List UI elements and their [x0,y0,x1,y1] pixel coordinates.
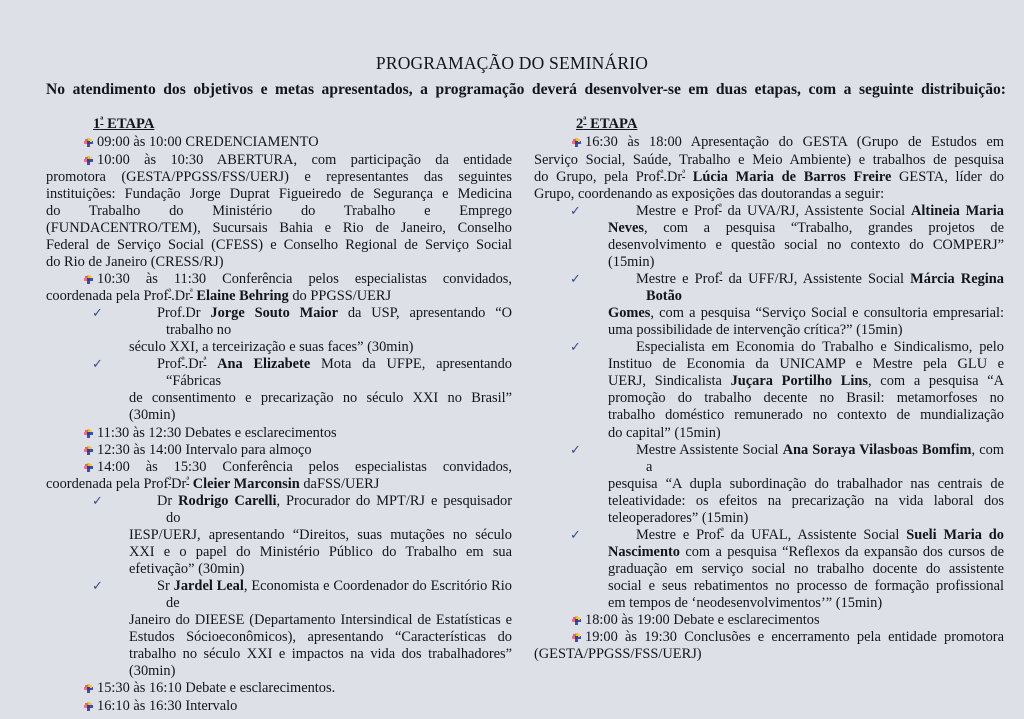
speaker-text: Janeiro do DIEESE (Departamento Intersindical de Estatísticas e [129,612,512,629]
schedule-item [46,459,512,493]
column-etapa-1 [46,116,512,715]
multicolor-cross-bullet-icon [572,138,581,147]
schedule-item [534,612,1004,629]
speaker-text: Mestre e Prof [636,270,720,287]
multicolor-cross-bullet-icon [84,446,93,455]
multicolor-cross-bullet-icon [84,156,93,165]
speaker-text: , Procurador do MPT/RJ e pesquisador do [166,492,513,526]
speaker-text: Mota da UFPE, apresentando “Fábricas [166,356,512,390]
speaker-text: Instituo de Economia da UNICAMP e Mestre pela GLU e [608,356,1004,373]
speaker-text: Sr [157,578,174,595]
speaker-text: Mestre e Prof [636,202,719,219]
schedule-item-text: do Rio de Janeiro (CRESS/RJ) [46,253,224,270]
speaker-text: (30min) [129,663,176,680]
speaker-text: , com a pesquisa “A [867,373,1004,390]
speaker-text: da UVA/RJ, Assistente Social [721,202,912,219]
schedule-item-text: (GESTA/PPGSS/FSS/UERJ) [534,646,702,663]
column-etapa-2 [534,116,1004,664]
person-name: Neves [608,219,644,236]
ordinal-sup: ª [203,355,207,367]
ordinal-sup: ª [660,168,664,180]
speaker-text: IESP/UERJ, apresentando “Direitos, suas mutações no século [129,526,512,543]
speaker-text: teleoperadores” (15min) [608,509,749,526]
heading-etapa-1-text: 1 [93,115,101,132]
checkmark-bullet-icon: ✓ [92,356,103,372]
schedule-item-text: 15:30 às 16:10 Debate e esclarecimentos. [97,680,336,697]
schedule-item-text: 10:00 às 10:30 ABERTURA, [97,151,298,168]
ordinal-sup: ª [719,270,723,282]
speaker-text: graduação em serviço social no trabalho docente do assistente [608,561,1004,577]
person-name: Rodrigo Carelli [178,492,277,509]
ordinal-sup: ª [682,168,686,180]
document-subtitle: No atendimento dos objetivos e metas apresentados, a programação deverá desenvolver-se em duas etapas, com a seguinte distribuição: [46,81,1006,99]
schedule-item-text: 16:10 às 16:30 Intervalo [97,697,238,714]
speaker-text: Dr [157,492,179,509]
speaker-text: pesquisa “A dupla subordinação do trabalhador nas centrais de [608,475,1004,492]
schedule-item [46,698,512,715]
person-name: Altineia Maria [911,202,1004,219]
schedule-item-text: daFSS/UERJ [299,475,380,492]
schedule-item-text: instituições: Fundação Jorge Duprat Figueiredo de Segurança e Medicina [46,185,512,202]
speaker-text: Especialista em Economia do Trabalho e Sindicalismo, pelo [636,339,1004,356]
heading-etapa-2-text: 2 [576,115,584,132]
speaker-text: da UFF/RJ, Assistente Social [722,270,911,287]
speaker-item [534,339,1004,441]
speaker-item [46,578,512,680]
page-title: PROGRAMAÇÃO DO SEMINÁRIO [375,53,649,73]
person-name: Jorge Souto Maior [210,305,338,322]
ordinal-sup: ª [583,115,587,127]
multicolor-cross-bullet-icon [84,463,93,472]
ordinal-sup: ª [168,287,172,299]
schedule-item-text: Grupo, coordenando as exposições das doutorandas a seguir: [534,185,885,202]
speaker-text: trabalho doméstico remunerado no contexto de mundialização [608,407,1004,424]
schedule-item [534,134,1004,202]
multicolor-cross-bullet-icon [84,138,93,147]
multicolor-cross-bullet-icon [572,616,581,625]
speaker-text: da USP, apresentando “O trabalho no [166,305,512,339]
schedule-item-text: 10:30 às 11:30 Conferência pelos especialistas convidados, [97,270,512,287]
schedule-item-text: 11:30 às 12:30 Debates e esclarecimentos [97,424,337,441]
schedule-item-text: com participação da entidade [311,151,512,168]
schedule-item-text: 14:00 às 15:30 Conferência pelos especialistas convidados, [97,458,512,475]
person-name: Jardel Leal [173,578,244,595]
speaker-item [534,527,1004,612]
ordinal-sup: ª [100,115,104,127]
person-name: Elaine Behring [196,288,289,304]
schedule-item [46,134,512,151]
schedule-item-text: 18:00 às 19:00 Debate e esclarecimentos [585,612,820,629]
heading-etapa-1-rest: ETAPA [103,115,155,132]
heading-etapa-2 [534,116,1004,134]
speaker-text: uma possibilidade de intervenção crítica?” (15min) [608,322,903,339]
speaker-text: do capital” (15min) [608,424,721,441]
speaker-text: Mestre e Prof [636,526,721,543]
speaker-text: teleatividade: os efeitos na precarização na vida laboral dos [608,492,1004,509]
schedule-item-text: do PPGSS/UERJ [288,288,392,304]
speaker-text: com a pesquisa “Reflexos da expansão dos cursos de [679,543,1004,560]
schedule-item-text: 16:30 às 18:00 Apresentação do GESTA (Grupo de Estudos em [585,134,1004,151]
schedule-item-text: coordenada pela Prof [46,288,169,304]
two-column-body [0,100,1024,715]
schedule-item-text: (FUNDACENTRO/TEM), Sucursais Bahia e Rio de Janeiro, Conselho [46,219,512,236]
person-name: Márcia Regina Botão [646,270,1004,304]
schedule-item [46,442,512,459]
speaker-item [534,442,1004,527]
person-name: Lúcia Maria de Barros Freire [692,168,892,185]
checkmark-bullet-icon: ✓ [92,578,103,594]
schedule-item [534,629,1004,663]
schedule-item [46,152,512,271]
schedule-item-text: 09:00 às 10:00 CREDENCIAMENTO [97,134,319,151]
schedule-item-text: .Dr [663,168,683,185]
speaker-text: Mestre Assistente Social [636,441,783,458]
person-name: Cleier Marconsin [192,475,300,492]
multicolor-cross-bullet-icon [84,429,93,438]
checkmark-bullet-icon: ✓ [92,492,103,508]
ordinal-sup: ª [181,355,185,367]
schedule-item [46,425,512,442]
schedule-item-text: coordenada pela Prof [46,475,169,492]
person-name: Nascimento [608,543,680,560]
schedule-item-text: Dr [171,475,187,492]
schedule-item-text: do Grupo, pela Prof [534,168,661,185]
speaker-item [46,356,512,424]
speaker-text: Prof [157,356,182,373]
ordinal-sup: ª [186,475,190,487]
heading-etapa-2-rest: ETAPA [586,115,638,132]
checkmark-bullet-icon: ✓ [570,270,581,286]
multicolor-cross-bullet-icon [84,702,93,711]
ordinal-sup: ª [189,287,193,299]
speaker-text: efetivação” (30min) [129,561,245,577]
speaker-item [534,203,1004,271]
speaker-text: (30min) [129,407,176,424]
ordinal-sup: ª [720,526,724,538]
speaker-text: , com a pesquisa “Trabalho, grandes projetos de [643,219,1004,236]
checkmark-bullet-icon: ✓ [570,441,581,457]
checkmark-bullet-icon: ✓ [570,526,581,542]
schedule-item-text: promotora (GESTA/PPGSS/FSS/UERJ) e representantes das seguintes [46,168,512,185]
speaker-item [534,271,1004,339]
speaker-item [46,305,512,356]
multicolor-cross-bullet-icon [84,275,93,284]
speaker-item [46,493,512,578]
speaker-text: .Dr [184,356,204,373]
schedule-item [46,680,512,697]
speaker-text: UERJ, Sindicalista [608,373,731,390]
speaker-text: , com a pesquisa “Serviço Social e consultoria empresarial: [650,305,1004,322]
person-name: Sueli Maria do [906,526,1004,543]
multicolor-cross-bullet-icon [84,684,93,693]
speaker-text: em tempos de ‘neodesenvolvimentos’” (15min) [608,595,883,612]
speaker-text: XXI e o papel do Ministério Público do Trabalho em sua [129,543,512,560]
speaker-text: século XXI, a terceirização e suas faces” (30min) [129,339,414,356]
speaker-text: , com a [646,441,1004,475]
speaker-text: promoção do trabalho decente no Brasil: metamorfoses no [608,390,1004,407]
person-name: Juçara Portilho Lins [730,373,868,390]
checkmark-bullet-icon: ✓ [92,305,103,321]
multicolor-cross-bullet-icon [572,633,581,642]
speaker-text: (15min) [608,253,655,270]
schedule-item-text: 19:00 às 19:30 Conclusões e encerramento pela entidade promotora [585,629,1004,646]
schedule-item-text: GESTA, líder do [891,168,1004,185]
ordinal-sup: ª [718,202,722,214]
schedule-item [46,271,512,305]
schedule-item-text: 12:30 às 14:00 Intervalo para almoço [97,441,312,458]
checkmark-bullet-icon: ✓ [570,202,581,218]
speaker-text: da UFAL, Assistente Social [723,526,907,543]
schedule-item-text: .Dr [171,288,190,304]
heading-etapa-1 [46,116,512,134]
speaker-text: trabalho no século XXI e impactos na vida dos trabalhadores” [129,646,512,663]
schedule-item-text: Federal de Serviço Social (CFESS) e Conselho Regional de Serviço Social [46,236,512,253]
person-name: Ana Soraya Vilasboas Bomfim [782,441,972,458]
speaker-text: de consentimento e precarização no século XXI no Brasil” [129,390,512,407]
speaker-text: , Economista e Coordenador do Escritório Rio de [166,578,512,612]
ordinal-sup: ª [168,475,172,487]
speaker-text: Prof.Dr [157,305,211,322]
speaker-text: social e seus rebatimentos no processo de formação profissional [608,578,1004,595]
person-name: Gomes [608,305,651,322]
person-name: Ana Elizabete [217,356,311,373]
checkmark-bullet-icon: ✓ [570,339,581,355]
schedule-item-text: do Trabalho do Ministério do Trabalho e Emprego [46,202,512,219]
speaker-text: Estudos Sócioeconômicos), apresentando “Características do [129,629,512,646]
schedule-item-text: Serviço Social, Saúde, Trabalho e Meio Ambiente) e trabalhos de pesquisa [534,151,1004,168]
speaker-text: desenvolvimento e questão social no contexto do COMPERJ” [608,236,1004,253]
